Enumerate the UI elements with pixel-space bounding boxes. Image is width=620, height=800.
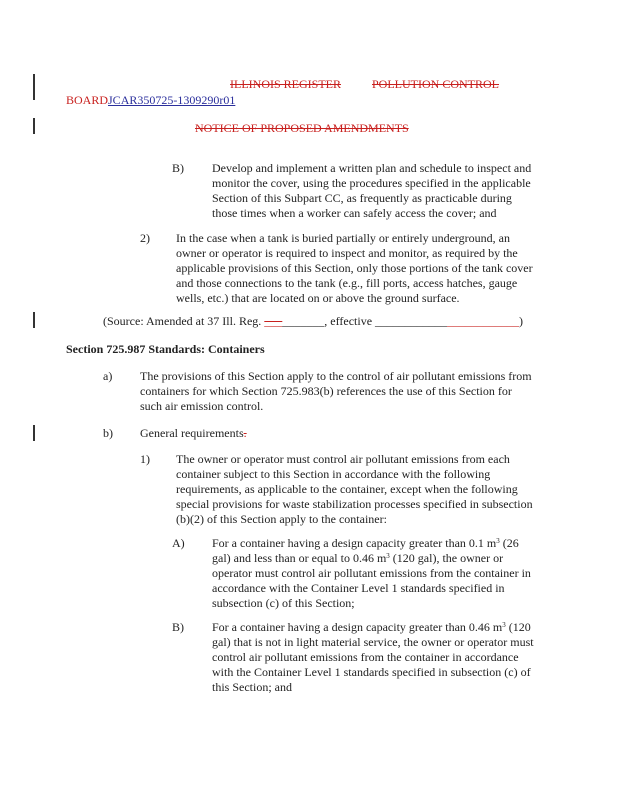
source-line: (Source: Amended at 37 Ill. Reg. __________, effective ________________________) bbox=[103, 314, 524, 328]
change-bar bbox=[33, 312, 35, 328]
source-reg-blank: ___ bbox=[264, 314, 283, 328]
item-text-A: For a container having a design capacity greater than 0.1 $m^3$ (26 gal) and less than or equal to 0.46 $m^3$ (120 gal), the owner or operator must control air pollutant emissions from the container in accordance with the Container Level 1 standards specified in subsection (c) of this Section; bbox=[212, 536, 531, 610]
item-text-2-buried: In the case when a tank is buried partially or entirely underground, an owner or operator is required to inspect and monitor, as required by the applicable provisions of this Section, only those portions of the tank cover and those connections to the tank (e.g., fill ports, access hatches, gauge wells, etc.) that are located on or above the ground surface. bbox=[176, 231, 533, 305]
header-document-id bbox=[66, 93, 235, 108]
change-bar bbox=[33, 425, 35, 441]
header-jcar-id: JCAR350725-1309290r01 bbox=[108, 93, 236, 107]
item-text-1: The owner or operator must control air pollutant emissions from each container subject to this Section in accordance with the following requirements, as applicable to the container, except when the following special provisions for waste stabilization processes specified in subsection (b)(2) of this Section apply to the container: bbox=[176, 452, 533, 526]
header-board: BOARD bbox=[66, 93, 109, 107]
change-bar bbox=[33, 118, 35, 134]
item-text-b-general: General requirements. bbox=[140, 426, 247, 440]
source-effective-blank: ____________ bbox=[447, 314, 520, 328]
item-label-B: B) bbox=[172, 620, 184, 634]
item-text-B: For a container having a design capacity greater than 0.46 $m^3$ (120 gal) that is not in light material service, the owner or operator must control air pollutant emissions from the container in accordance with the Container Level 1 standards specified in subsection (c) of this Section; and bbox=[212, 620, 534, 694]
item-label-A: A) bbox=[172, 536, 185, 550]
item-text-b-cover: Develop and implement a written plan and schedule to inspect and monitor the cover, using the procedures specified in the applicable Section of this Subpart CC, as frequently as practicable during those times when a worker can safely access the cover; and bbox=[212, 161, 532, 220]
header-notice: NOTICE OF PROPOSED AMENDMENTS bbox=[195, 121, 409, 135]
struck-period: . bbox=[243, 426, 247, 440]
item-label-b: B) bbox=[172, 161, 184, 175]
section-heading: Section 725.987 Standards: Containers bbox=[66, 342, 265, 356]
item-label-1: 1) bbox=[140, 452, 150, 466]
header-section: POLLUTION CONTROL bbox=[372, 77, 499, 91]
item-label-b-general: b) bbox=[103, 426, 113, 440]
item-label-a: a) bbox=[103, 369, 113, 383]
header-register: ILLINOIS REGISTER bbox=[230, 77, 341, 91]
item-label-2: 2) bbox=[140, 231, 150, 245]
item-text-a: The provisions of this Section apply to the control of air pollutant emissions from containers for which Section 725.983(b) references the use of this Section for such air emission control. bbox=[140, 369, 532, 413]
change-bar bbox=[33, 74, 35, 100]
